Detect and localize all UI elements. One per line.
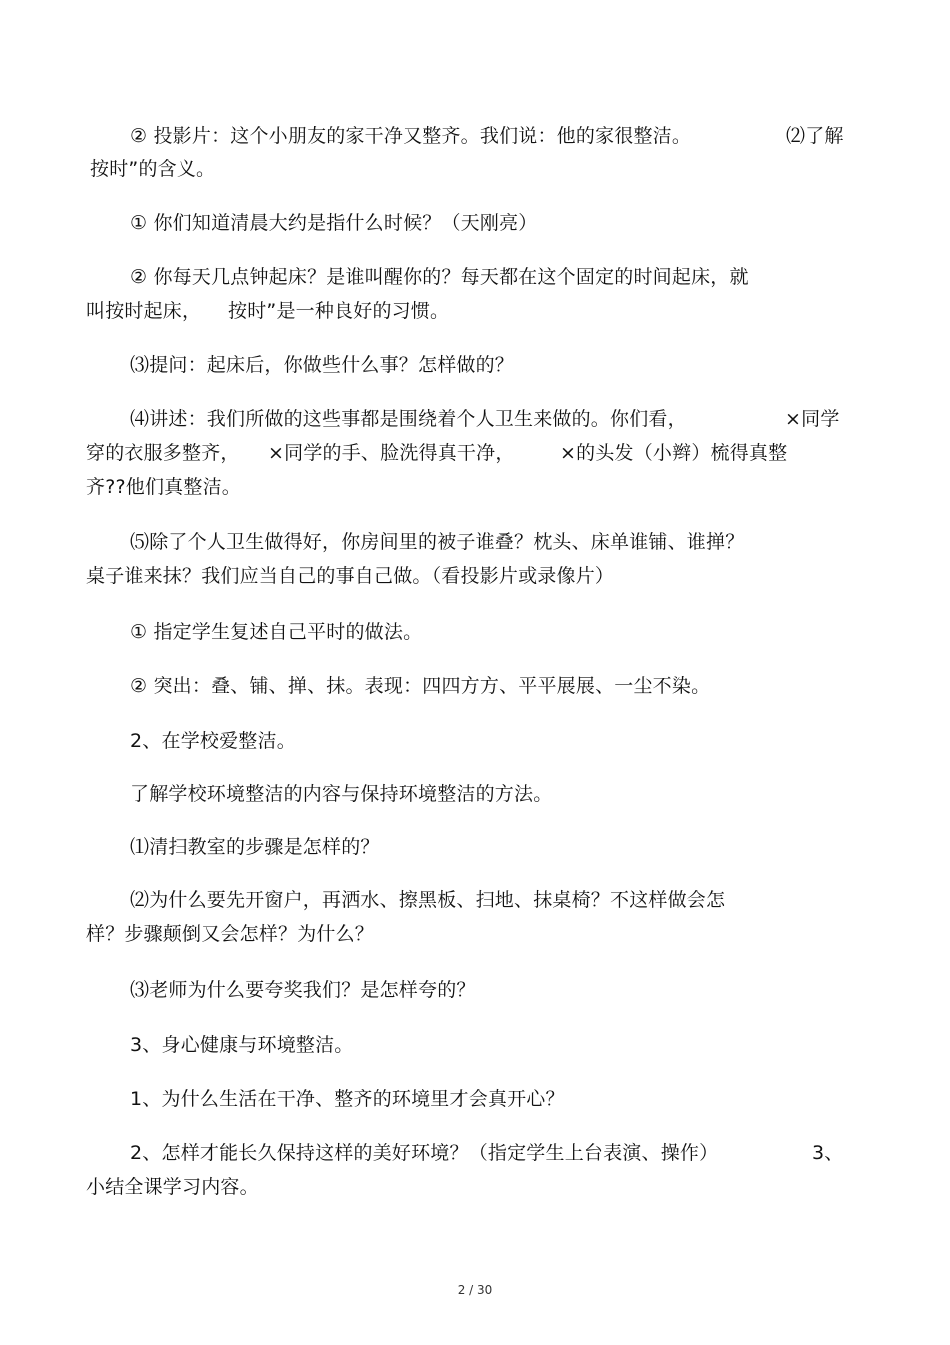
text-line: ⑵为什么要先开窗户，再洒水、擦黑板、扫地、抹桌椅？不这样做会怎 — [130, 889, 726, 911]
text-line: ① 你们知道清晨大约是指什么时候？（天刚亮） — [130, 212, 538, 234]
text-line: 3、 — [812, 1142, 844, 1164]
text-line: 按时”的含义。 — [90, 158, 216, 180]
text-line: 齐??他们真整洁。 — [86, 476, 241, 498]
text-line: ⑵了解 — [786, 125, 844, 147]
text-line: 了解学校环境整洁的内容与保持环境整洁的方法。 — [130, 783, 553, 805]
text-line: 穿的衣服多整齐， — [86, 442, 240, 464]
text-line: 1、为什么生活在干净、整齐的环境里才会真开心？ — [130, 1088, 565, 1110]
text-line: ×同学的手、脸洗得真干净， — [268, 442, 515, 464]
text-line: ② 你每天几点钟起床？是谁叫醒你的？每天都在这个固定的时间起床，就 — [130, 266, 749, 288]
text-line: 小结全课学习内容。 — [86, 1176, 259, 1198]
text-line: ⑶老师为什么要夸奖我们？是怎样夸的？ — [130, 979, 476, 1001]
text-line: ⑶提问：起床后，你做些什么事？怎样做的？ — [130, 354, 515, 376]
text-line: ② 投影片：这个小朋友的家干净又整齐。我们说：他的家很整洁。 — [130, 125, 692, 147]
text-line: 叫按时起床， — [86, 300, 202, 322]
text-line: 样？步骤颠倒又会怎样？为什么？ — [86, 923, 375, 945]
text-line: ① 指定学生复述自己平时的做法。 — [130, 621, 423, 643]
text-line: 2、怎样才能长久保持这样的美好环境？（指定学生上台表演、操作） — [130, 1142, 719, 1164]
text-line: 桌子谁来抹？我们应当自己的事自己做。（看投影片或录像片） — [86, 565, 615, 587]
text-line: ② 突出：叠、铺、掸、抹。表现：四四方方、平平展展、一尘不染。 — [130, 675, 711, 697]
text-line: 2、在学校爱整洁。 — [130, 730, 296, 752]
text-line: ⑴清扫教室的步骤是怎样的？ — [130, 836, 380, 858]
text-line: 3、身心健康与环境整洁。 — [130, 1034, 354, 1056]
text-line: ⑸除了个人卫生做得好，你房间里的被子谁叠？枕头、床单谁铺、谁掸？ — [130, 531, 745, 553]
text-line: ×的头发（小辫）梳得真整 — [560, 442, 788, 464]
text-line: 按时”是一种良好的习惯。 — [228, 300, 450, 322]
text-line: ×同学 — [785, 408, 840, 430]
text-line: ⑷讲述：我们所做的这些事都是围绕着个人卫生来做的。你们看， — [130, 408, 687, 430]
page-number: 2 / 30 — [457, 1283, 493, 1297]
